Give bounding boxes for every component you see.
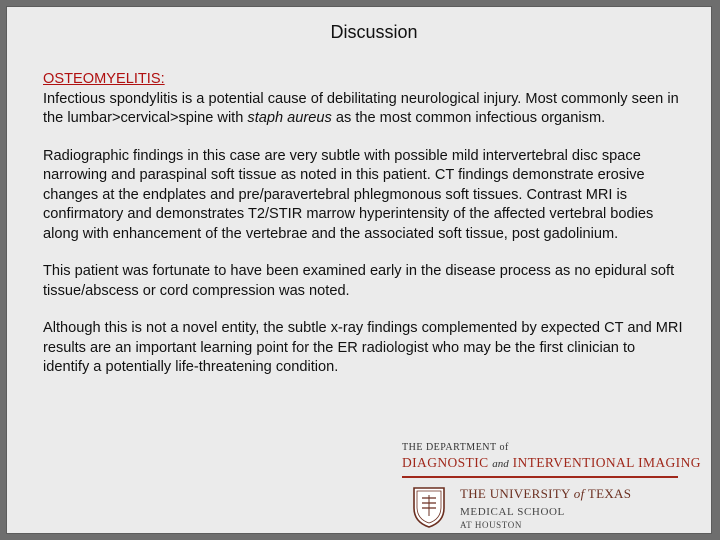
univ-name-b: TEXAS: [587, 486, 632, 501]
university-name: [460, 486, 631, 502]
organism-name: staph aureus: [247, 110, 332, 126]
paragraph-intro-text-b: as the most common infectious organism.: [331, 110, 606, 126]
paragraph-conclusion: Although this is not a novel entity, the subtle x-ray findings complemented by expected CT and MRI results are an important learning point for the ER radiologist who may be the first clinician to identify a potentially life-threatening condition.: [43, 320, 683, 375]
body-text: [43, 70, 683, 396]
school-line1: MEDICAL SCHOOL: [460, 506, 565, 518]
dept-word1: DIAGNOSTIC: [402, 455, 489, 470]
ut-seal-icon: [412, 486, 446, 528]
school-line2: AT HOUSTON: [460, 520, 522, 530]
paragraph-findings: Radiographic findings in this case are very subtle with possible mild intervertebral disc space narrowing and paraspinal soft tissue as noted in this patient. CT findings demonstrate erosive changes at the endplates and pre/paravertebral phlegmonous soft tissues. Contrast MRI is confirmatory and demonstrates T2/STIR marrow hyperintensity of the affected vertebral bodies along with enhancement of the vertebrae and the associated soft tissue, post gadolinium.: [43, 147, 654, 242]
department-logo: [398, 442, 701, 534]
section-heading: OSTEOMYELITIS:: [43, 71, 165, 87]
paragraph-intro-text-a: Infectious spondylitis is a potential cause of debilitating neurological injury. Most commonly seen in the lumbar>cervical>spine with: [43, 90, 679, 126]
dept-word2: INTERVENTIONAL IMAGING: [512, 455, 701, 470]
dept-and: and: [492, 458, 509, 470]
slide: [6, 6, 712, 534]
dept-line1: THE DEPARTMENT of: [402, 442, 509, 453]
univ-of: of: [573, 486, 585, 501]
logo-divider: [402, 476, 678, 478]
paragraph-patient: This patient was fortunate to have been examined early in the disease process as no epidural soft tissue/abscess or cord compression was noted.: [43, 263, 675, 299]
paragraph-intro: [43, 70, 683, 129]
page-title: Discussion: [330, 22, 418, 42]
univ-name-a: THE UNIVERSITY: [460, 486, 571, 501]
dept-line2: [402, 455, 701, 471]
